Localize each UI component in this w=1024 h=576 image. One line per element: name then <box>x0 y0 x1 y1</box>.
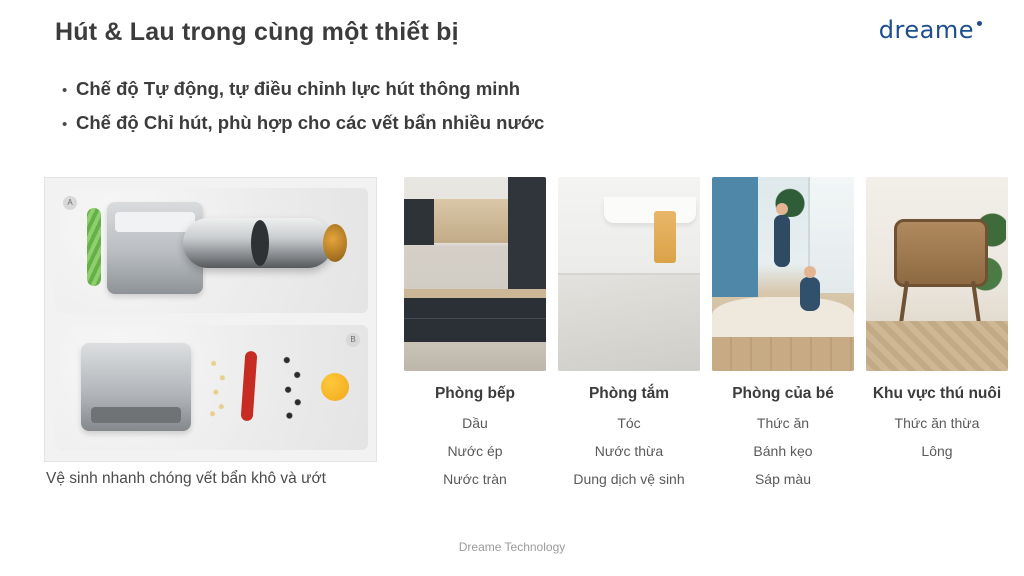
card-title: Phòng bếp <box>434 385 516 402</box>
card-item: Nước tràn <box>443 471 507 487</box>
bed-leg <box>899 281 909 323</box>
badge-a: A <box>63 196 77 210</box>
dreame-logo <box>879 16 982 44</box>
green-debris <box>87 208 101 286</box>
bullet-text: Chế độ Chỉ hút, phù hợp cho các vết bẩn nhiều nước <box>76 112 545 133</box>
window <box>808 177 854 293</box>
cabinet-wood <box>434 199 508 243</box>
egg-yolk-stain <box>321 373 349 401</box>
demo-cell-dry <box>55 325 368 450</box>
card-title: Phòng của bé <box>732 385 834 402</box>
rug <box>866 321 1008 371</box>
floor <box>558 275 700 371</box>
bathroom-photo <box>558 177 700 371</box>
slide-footer: Dreame Technology <box>458 540 566 554</box>
kitchen-photo <box>404 177 546 371</box>
floor <box>712 337 854 371</box>
demo-cell-wet <box>55 188 368 313</box>
bullet-list <box>62 78 762 146</box>
card-item: Nước ép <box>447 443 503 459</box>
page-title: Hút & Lau trong cùng một thiết bị <box>55 18 459 46</box>
dark-debris <box>279 349 305 423</box>
pet-bed <box>894 219 988 287</box>
list-item <box>62 78 762 100</box>
logo-text: dreame <box>878 16 974 44</box>
card-item: Dung dịch vệ sinh <box>573 471 685 487</box>
wall <box>508 177 546 289</box>
card-title: Phòng tắm <box>588 385 670 402</box>
card-item: Bánh kẹo <box>753 443 813 459</box>
scene-card-bathroom <box>558 177 700 487</box>
child-sitting <box>800 277 820 311</box>
card-item: Dầu <box>462 415 488 431</box>
card-item: Lông <box>921 443 953 459</box>
scene-card-kids-room <box>712 177 854 487</box>
card-item: Thức ăn <box>756 415 810 431</box>
list-item <box>62 112 762 134</box>
card-item: Tóc <box>617 415 641 431</box>
badge-b: B <box>346 333 360 347</box>
logo-dot-icon <box>977 21 982 26</box>
card-item: Thức ăn thừa <box>894 415 980 431</box>
scene-card-kitchen <box>404 177 546 487</box>
scene-card-list <box>404 177 1008 487</box>
towel <box>654 211 676 263</box>
scene-card-pet-area <box>866 177 1008 487</box>
bullet-marker-icon: • <box>62 82 68 99</box>
vacuum-ring <box>251 220 269 266</box>
pet-area-photo <box>866 177 1008 371</box>
sink <box>604 197 696 223</box>
base-cabinets <box>404 298 546 342</box>
card-title: Khu vực thú nuôi <box>872 385 1002 402</box>
crumb-debris <box>207 349 229 421</box>
blue-wall <box>712 177 758 297</box>
kids-room-photo <box>712 177 854 371</box>
demo-caption: Vệ sinh nhanh chóng vết bẩn khô và ướt <box>46 470 326 487</box>
card-item: Sáp màu <box>754 471 812 487</box>
child-standing <box>774 215 790 267</box>
bullet-marker-icon: • <box>62 116 68 133</box>
card-item: Nước thừa <box>594 443 664 459</box>
countertop <box>404 289 546 298</box>
cabinet-dark <box>404 199 434 245</box>
vacuum-head <box>81 343 191 431</box>
floor <box>404 342 546 371</box>
demo-panel <box>44 177 377 462</box>
bullet-text: Chế độ Tự động, tự điều chỉnh lực hút thông minh <box>76 78 521 99</box>
vacuum-tip <box>323 224 347 262</box>
